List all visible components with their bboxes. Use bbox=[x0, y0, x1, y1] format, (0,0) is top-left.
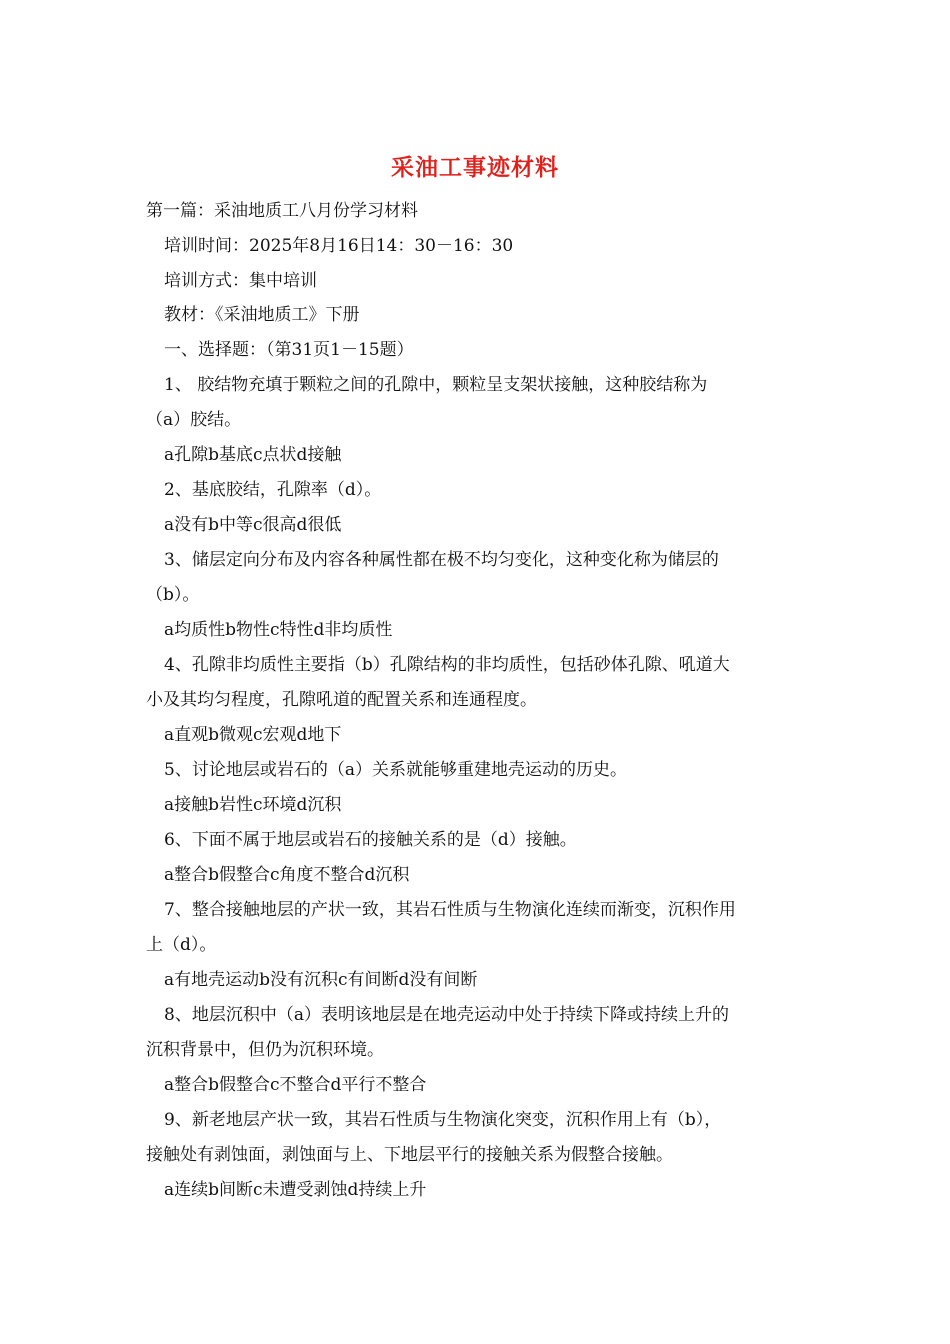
answer-options: a有地壳运动b没有沉积c有间断d没有间断 bbox=[164, 970, 478, 990]
question-text: 9、新老地层产状一致，其岩石性质与生物演化突变，沉积作用上有（b）， bbox=[164, 1110, 722, 1130]
answer-options: a没有b中等c很高d很低 bbox=[164, 515, 342, 535]
question-text: 7、整合接触地层的产状一致，其岩石性质与生物演化连续而渐变，沉积作用 bbox=[164, 900, 736, 920]
answer-options: a接触b岩性c环境d沉积 bbox=[164, 795, 342, 815]
question-text: 沉积背景中，但仍为沉积环境。 bbox=[146, 1040, 384, 1060]
training-method: 培训方式：集中培训 bbox=[164, 271, 317, 291]
question-text: 1、 胶结物充填于颗粒之间的孔隙中，颗粒呈支架状接触，这种胶结称为 bbox=[164, 375, 708, 395]
question-text: （a）胶结。 bbox=[146, 410, 242, 430]
training-time: 培训时间：2025年8月16日14：30－16：30 bbox=[164, 236, 514, 256]
question-text: 上（d）。 bbox=[146, 935, 217, 955]
question-text: （b）。 bbox=[146, 585, 200, 605]
answer-options: a整合b假整合c角度不整合d沉积 bbox=[164, 865, 410, 885]
section-heading: 第一篇：采油地质工八月份学习材料 bbox=[146, 201, 418, 221]
question-text: 小及其均匀程度，孔隙吼道的配置关系和连通程度。 bbox=[146, 690, 537, 710]
answer-options: a孔隙b基底c点状d接触 bbox=[164, 445, 342, 465]
answer-options: a整合b假整合c不整合d平行不整合 bbox=[164, 1075, 427, 1095]
question-text: 6、下面不属于地层或岩石的接触关系的是（d）接触。 bbox=[164, 830, 577, 850]
answer-options: a直观b微观c宏观d地下 bbox=[164, 725, 342, 745]
answer-options: a均质性b物性c特性d非均质性 bbox=[164, 620, 393, 640]
question-text: 4、孔隙非均质性主要指（b）孔隙结构的非均质性，包括砂体孔隙、吼道大 bbox=[164, 655, 730, 675]
question-text: 3、储层定向分布及内容各种属性都在极不均匀变化，这种变化称为储层的 bbox=[164, 550, 719, 570]
question-section: 一、选择题：（第31页1－15题） bbox=[164, 340, 414, 360]
question-text: 8、地层沉积中（a）表明该地层是在地壳运动中处于持续下降或持续上升的 bbox=[164, 1005, 729, 1025]
question-text: 2、基底胶结，孔隙率（d）。 bbox=[164, 480, 382, 500]
document-title: 采油工事迹材料 bbox=[391, 154, 559, 181]
question-text: 接触处有剥蚀面，剥蚀面与上、下地层平行的接触关系为假整合接触。 bbox=[146, 1145, 673, 1165]
answer-options: a连续b间断c未遭受剥蚀d持续上升 bbox=[164, 1180, 427, 1200]
question-text: 5、讨论地层或岩石的（a）关系就能够重建地壳运动的历史。 bbox=[164, 760, 627, 780]
textbook: 教材：《采油地质工》下册 bbox=[164, 305, 360, 325]
